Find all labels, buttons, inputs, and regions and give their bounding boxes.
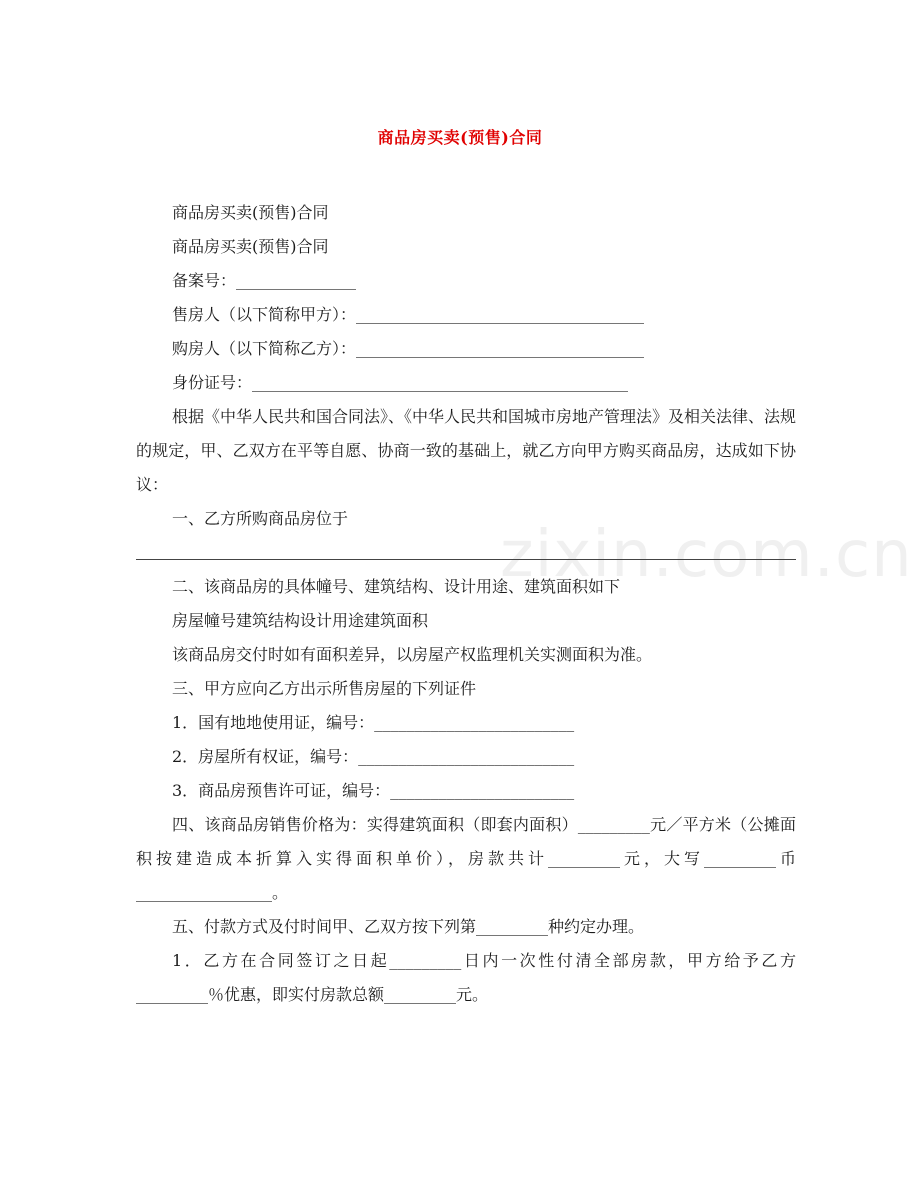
text-line: 商品房买卖(预售)合同	[172, 237, 329, 256]
text-line: 身份证号：_______________________________________________	[172, 373, 629, 392]
text-line: 三、甲方应向乙方出示所售房屋的下列证件	[172, 679, 477, 698]
text-line: 备案号：_______________	[172, 271, 357, 290]
text-line: 2．房屋所有权证，编号：___________________________	[172, 747, 575, 766]
text-line: 购房人（以下简称乙方）：____________________________________	[172, 339, 645, 358]
text-line: 一、乙方所购商品房位于	[172, 509, 349, 528]
text-line: 房屋幢号建筑结构设计用途建筑面积	[172, 611, 429, 630]
document-body	[136, 196, 796, 1012]
text-line: 二、该商品房的具体幢号、建筑结构、设计用途、建筑面积如下	[172, 577, 621, 596]
text-line: 该商品房交付时如有面积差异，以房屋产权监理机关实测面积为准。	[172, 645, 653, 664]
text-line: 3．商品房预售许可证，编号：_______________________	[172, 781, 575, 800]
watermark: zixin.com.cn	[500, 518, 913, 592]
paragraph: 四、该商品房销售价格为：实得建筑面积（即套内面积）_________元／平方米（公摊面积按建造成本折算入实得面积单价），房款共计_________元，大写_________币_________________。	[136, 815, 796, 902]
fill-in-blank-line	[136, 536, 796, 570]
document-title: 商品房买卖(预售)合同	[377, 128, 543, 147]
text-line: 售房人（以下简称甲方）：____________________________________	[172, 305, 645, 324]
text-line: 1．国有地地使用证，编号：_________________________	[172, 713, 575, 732]
paragraph: 根据《中华人民共和国合同法》、《中华人民共和国城市房地产管理法》及相关法律、法规的规定，甲、乙双方在平等自愿、协商一致的基础上，就乙方向甲方购买商品房，达成如下协议：	[136, 407, 797, 494]
text-line: 商品房买卖(预售)合同	[172, 203, 329, 222]
paragraph: 1．乙方在合同签订之日起_________日内一次性付清全部房款，甲方给予乙方_________％优惠，即实付房款总额_________元。	[136, 951, 796, 1004]
text-line: 五、付款方式及付时间甲、乙双方按下列第_________种约定办理。	[172, 917, 645, 936]
